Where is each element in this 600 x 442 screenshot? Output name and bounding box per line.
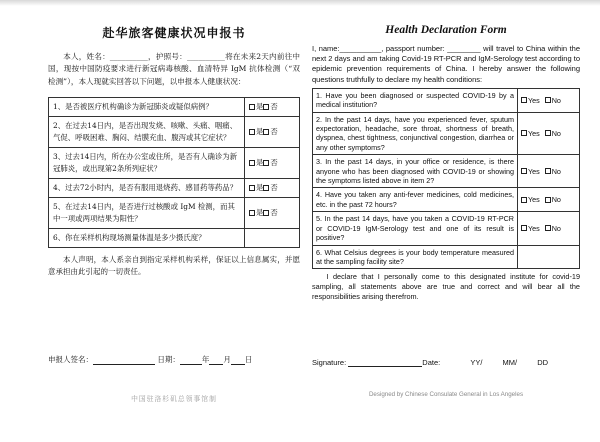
yes-label: 是 (256, 158, 264, 168)
yes-label: Yes (528, 195, 540, 205)
yes-label: Yes (528, 223, 540, 233)
yes-checkbox[interactable] (249, 129, 255, 135)
question-text: 3. In the past 14 days, in your office or residence, is there anyone who has been diagnosed with COVID-19 or showing the symptoms listed above in item 2? (313, 155, 518, 188)
question-text: 1、是否被医疗机构确诊为新冠肺炎或疑似病例？ (49, 97, 245, 116)
question-table-en (312, 88, 580, 270)
question-text: 2、在过去14日内，是否出现发烧、咳嗽、头痛、咽痛、气促、呼吸困难、胸闷、结膜充血、腹泻或其它症状？ (49, 116, 245, 147)
table-row (313, 112, 580, 155)
form-title-en: Health Declaration Form (385, 24, 507, 36)
table-row (49, 228, 300, 247)
signature-row-en (312, 358, 548, 367)
yes-checkbox[interactable] (521, 197, 527, 203)
question-text: 3、过去14日内，所在办公室或住所，是否有人确诊为新冠肺炎，或出现第2条所列症状？ (49, 147, 245, 178)
yes-checkbox[interactable] (249, 210, 255, 216)
question-text: 4. Have you taken any anti-fever medicines, cold medicines, etc. in the past 72 hours? (313, 188, 518, 212)
month-label: MM/ (502, 358, 518, 367)
month-field[interactable] (209, 364, 223, 365)
form-title-zh: 赴华旅客健康状况申报书 (102, 26, 246, 40)
signature-label: 申报人签名： (48, 355, 93, 364)
signature-row-zh (48, 354, 252, 365)
declaration-en: I declare that I personally come to this designated institute for covid-19 sampling, all statements above are true and correct and will bear all the responsibilities arising therefrom. (312, 272, 580, 302)
signature-label: Signature: (312, 358, 347, 367)
yes-label: 是 (256, 208, 264, 218)
day-field[interactable] (231, 364, 245, 365)
table-row (49, 116, 300, 147)
yes-no-cell (245, 116, 300, 147)
yes-checkbox[interactable] (521, 225, 527, 231)
yes-label: Yes (528, 128, 540, 138)
chinese-form-panel (48, 18, 300, 418)
declaration-zh: 本人声明，本人系亲自到指定采样机构采样，保证以上信息属实，并愿意承担由此引起的一切责任。 (48, 254, 300, 277)
no-checkbox[interactable] (545, 97, 551, 103)
month-label: 月 (223, 355, 231, 364)
english-form-panel (312, 18, 580, 418)
yes-checkbox[interactable] (521, 130, 527, 136)
table-row (49, 97, 300, 116)
yes-no-cell (518, 112, 580, 155)
footer-en: Designed by Chinese Consulate General in Los Angeles (368, 391, 524, 398)
signature-field[interactable] (348, 366, 422, 367)
year-field[interactable] (180, 364, 202, 365)
intro-paragraph-en: I, name:__________, passport number: ________ will travel to China within the next 2 days and am taking Covid-19 RT-PCR and IgM-Serology test according to epidemic prevention requirements of China. I hereby answer the following questions truthfully to declare my health conditions: (312, 44, 580, 84)
yes-no-cell (245, 97, 300, 116)
temperature-cell[interactable] (518, 245, 580, 269)
no-label: No (551, 223, 561, 233)
no-label: 否 (270, 158, 278, 168)
yes-no-cell (518, 88, 580, 112)
yes-label: 是 (256, 127, 264, 137)
yes-no-cell (518, 212, 580, 245)
no-label: No (551, 95, 561, 105)
no-checkbox[interactable] (263, 129, 269, 135)
table-row (313, 88, 580, 112)
question-text: 5. In the past 14 days, have you taken a COVID-19 RT-PCR or COVID-19 IgM-Serology test and one of its result is positive? (313, 212, 518, 245)
yes-no-cell (518, 188, 580, 212)
no-label: 否 (270, 183, 278, 193)
no-checkbox[interactable] (545, 197, 551, 203)
signature-field[interactable] (93, 364, 155, 365)
date-label: Date: (422, 358, 441, 367)
yes-checkbox[interactable] (249, 185, 255, 191)
table-row (313, 212, 580, 245)
no-checkbox[interactable] (263, 160, 269, 166)
no-checkbox[interactable] (545, 225, 551, 231)
no-label: 否 (270, 127, 278, 137)
question-text: 1. Have you been diagnosed or suspected COVID-19 by a medical institution? (313, 88, 518, 112)
no-checkbox[interactable] (263, 104, 269, 110)
yes-checkbox[interactable] (249, 104, 255, 110)
window-top-shadow (0, 0, 600, 6)
footer-zh: 中国驻洛杉矶总领事馆制 (131, 395, 217, 403)
year-label: YY/ (470, 358, 483, 367)
year-label: 年 (201, 355, 210, 364)
table-row (49, 178, 300, 197)
question-text: 6、你在采样机构现场测量体温是多少摄氏度？ (49, 228, 245, 247)
question-text: 2. In the past 14 days, have you experienced fever, sputum expectoration, headache, sore throat, shortness of breath, dyspnea, chest tightness, conjunctival congestion, diarrhea or any other symptoms? (313, 112, 518, 155)
yes-no-cell (245, 147, 300, 178)
temperature-cell[interactable] (245, 228, 300, 247)
yes-no-cell (518, 155, 580, 188)
no-label: 否 (270, 208, 278, 218)
table-row (313, 245, 580, 269)
no-label: 否 (270, 102, 278, 112)
day-label: DD (537, 358, 549, 367)
yes-checkbox[interactable] (249, 160, 255, 166)
table-row (49, 197, 300, 228)
yes-label: Yes (528, 95, 540, 105)
table-row (313, 188, 580, 212)
no-checkbox[interactable] (263, 210, 269, 216)
yes-no-cell (245, 178, 300, 197)
no-label: No (551, 166, 561, 176)
question-text: 4、过去72小时内，是否有服用退烧药、感冒药等药品？ (49, 178, 245, 197)
yes-checkbox[interactable] (521, 97, 527, 103)
day-label: 日 (244, 355, 253, 364)
yes-label: 是 (256, 102, 264, 112)
date-label: 日期： (157, 355, 180, 364)
question-text: 5、在过去14日内，是否进行过核酸或 IgM 检测，而其中一项或两项结果为阳性？ (49, 197, 245, 228)
question-table-zh (48, 97, 300, 248)
yes-checkbox[interactable] (521, 168, 527, 174)
yes-label: Yes (528, 166, 540, 176)
intro-paragraph-zh: 本人，姓名：__________，护照号：__________将在未来2天内前往中国，现按中国防疫要求进行新冠病毒核酸、血清特异 IgM 抗体检测（“双检测”），本人现就实回答以下问题，以申报本人健康状况： (48, 52, 300, 86)
no-checkbox[interactable] (545, 168, 551, 174)
table-row (313, 155, 580, 188)
no-checkbox[interactable] (263, 185, 269, 191)
yes-label: 是 (256, 183, 264, 193)
no-checkbox[interactable] (545, 130, 551, 136)
no-label: No (551, 195, 561, 205)
no-label: No (551, 128, 561, 138)
yes-no-cell (245, 197, 300, 228)
table-row (49, 147, 300, 178)
question-text: 6. What Celsius degrees is your body temperature measured at the sampling facility site? (313, 245, 518, 269)
